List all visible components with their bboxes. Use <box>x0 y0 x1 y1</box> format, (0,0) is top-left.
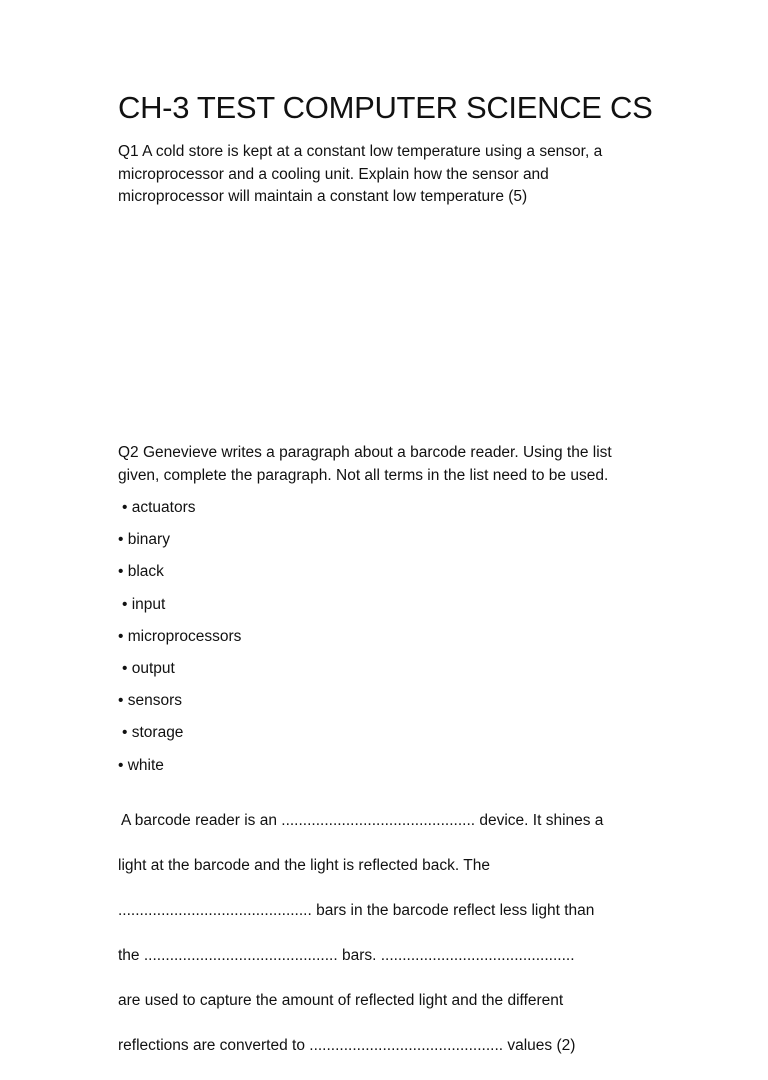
fill-in-line: are used to capture the amount of reflected light and the different <box>118 991 564 1009</box>
term-item-actuators: • actuators <box>122 499 196 516</box>
term-list <box>118 497 241 787</box>
question-1-text: Q1 A cold store is kept at a constant low temperature using a sensor, a microprocessor and a cooling unit. Explain how the sensor and microprocessor will maintain a constant low temperature (5) <box>118 143 603 205</box>
fill-in-line: A barcode reader is an ............................................. device. It shines a <box>121 811 604 829</box>
page-title: CH-3 TEST COMPUTER SCIENCE CS <box>118 90 653 125</box>
term-item-microprocessors: • microprocessors <box>118 627 242 645</box>
term-item-white: • white <box>118 756 164 774</box>
term-item-storage: • storage <box>122 724 184 742</box>
term-item-binary: • binary <box>118 531 170 549</box>
fill-in-line: the ............................................. bars. ............................................. <box>118 946 575 964</box>
fill-in-line: light at the barcode and the light is reflected back. The <box>118 856 490 874</box>
term-item-input: • input <box>122 595 166 613</box>
question-2-text: Q2 Genevieve writes a paragraph about a barcode reader. Using the list given, complete the paragraph. Not all terms in the list need to be used. <box>118 444 612 484</box>
term-item-sensors: • sensors <box>118 692 183 710</box>
fill-in-line: reflections are converted to ............................................. values (2) <box>118 1036 576 1054</box>
fill-in-line: ............................................. bars in the barcode reflect less light than <box>118 901 595 919</box>
term-item-black: • black <box>118 563 164 581</box>
term-item-output: • output <box>122 659 175 677</box>
fill-in-paragraph <box>118 787 638 1080</box>
